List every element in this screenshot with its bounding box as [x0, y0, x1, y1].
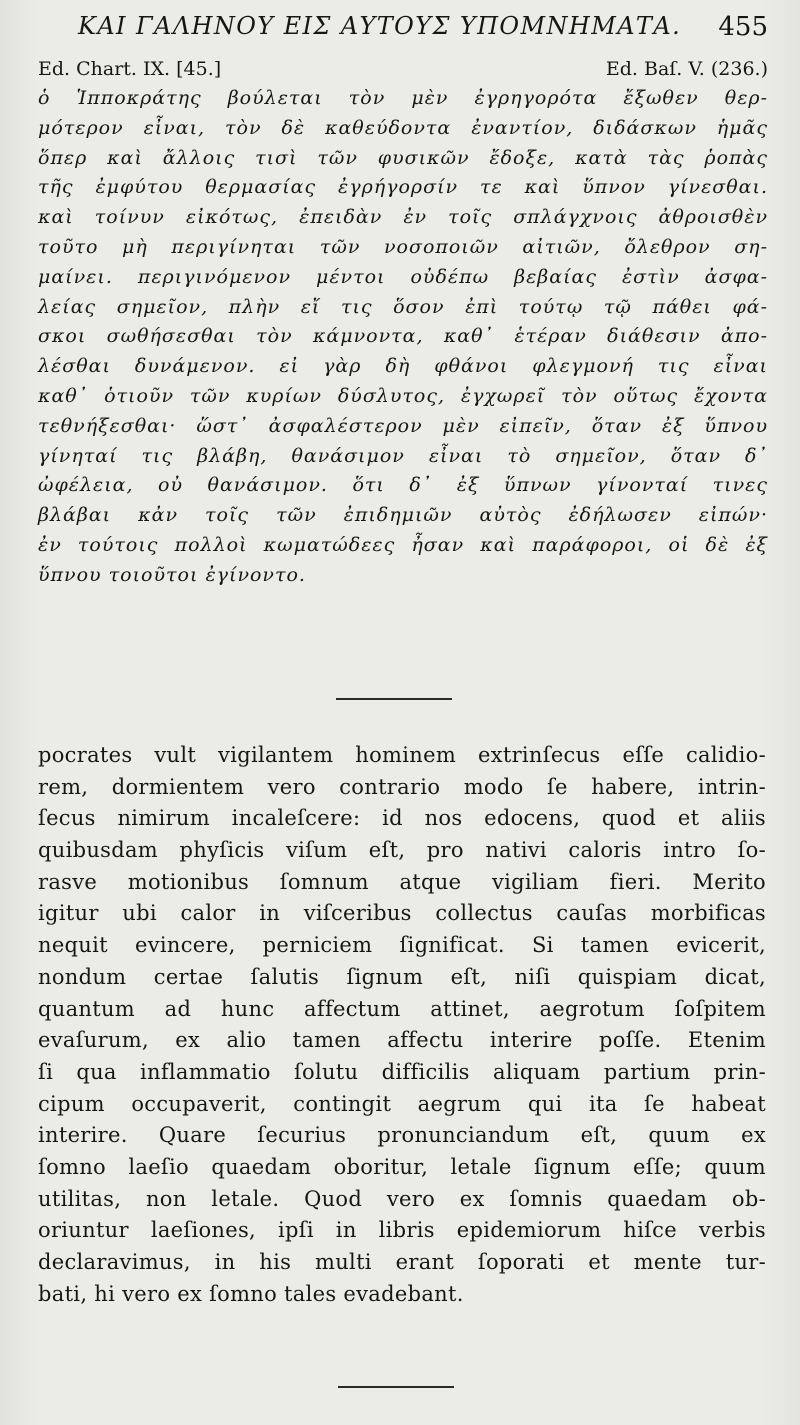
- latin-line: oriuntur laeſiones, ipſi in libris epidemiorum hiſce verbis: [38, 1218, 766, 1243]
- greek-line: ὠφέλεια, οὐ θανάσιμον. ὅτι δ᾽ ἐξ ὕπνων γίνονταί τινες: [38, 474, 768, 497]
- latin-line: ſecus nimirum incaleſcere: id nos edocens, quod et aliis: [38, 806, 766, 831]
- greek-line: τῆς ἐμφύτου θερμασίας ἐγρήγορσίν τε καὶ ὕπνον γίνεσθαι.: [38, 176, 768, 199]
- latin-line: quantum ad hunc affectum attinet, aegrotum ſoſpitem: [38, 996, 766, 1021]
- greek-line: μότερον εἶναι, τὸν δὲ καθεύδοντα ἐναντίον, διδάσκων ἡμᾶς: [38, 116, 768, 139]
- running-head: [38, 10, 768, 46]
- greek-text-block: [38, 84, 768, 591]
- greek-line: τεθνήξεσθαι· ὥστ᾽ ἀσφαλέστερον μὲν εἰπεῖν, ὅταν ἐξ ὕπνου: [38, 414, 768, 437]
- latin-line: declaravimus, in his multi erant ſoporati et mente tur-: [38, 1250, 766, 1274]
- greek-line: ὕπνου τοιοῦτοι ἐγίνοντο.: [38, 563, 306, 586]
- greek-line: σκοι σωθήσεσθαι τὸν κάμνοντα, καθ᾽ ἑτέραν διάθεσιν ἀπο-: [38, 325, 768, 348]
- greek-line: καὶ τοίνυν εἰκότως, ἐπειδὰν ἐν τοῖς σπλάγχνοις ἀθροισθὲν: [38, 206, 768, 229]
- latin-line: ſomno laeſio quaedam oboritur, letale ſignum eſſe; quum: [38, 1154, 766, 1179]
- latin-line: cipum occupaverit, contingit aegrum qui ita ſe habeat: [38, 1091, 766, 1116]
- greek-line: καθ᾽ ὁτιοῦν τῶν κυρίων δύσλυτος, ἐγχωρεῖ τὸν οὕτως ἔχοντα: [38, 384, 768, 407]
- latin-line: ſi qua inflammatio ſolutu difficilis aliquam partium prin-: [38, 1059, 766, 1084]
- edition-reference-basel: Ed. Baſ. V. (236.): [605, 58, 768, 80]
- greek-line: λείας σημεῖον, πλὴν εἴ τις ὅσον ἐπὶ τούτῳ τῷ πάθει φά-: [38, 295, 768, 318]
- greek-line: ὁ Ἱπποκράτης βούλεται τὸν μὲν ἐγρηγορότα ἔξωθεν θερ-: [38, 87, 768, 109]
- edition-reference-line: [38, 58, 768, 84]
- greek-line: γίνηταί τις βλάβη, θανάσιμον εἶναι τὸ σημεῖον, ὅταν δ᾽: [38, 444, 768, 467]
- greek-line: βλάβαι κἀν τοῖς τῶν ἐπιδημιῶν αὐτὸς ἐδήλωσεν εἰπών·: [38, 504, 768, 527]
- section-divider-rule: [336, 698, 452, 700]
- latin-line: interire. Quare ſecurius pronunciandum eſt, quum ex: [38, 1123, 766, 1148]
- latin-line: nequit evincere, perniciem ſignificat. Si tamen evicerit,: [38, 933, 766, 958]
- greek-line: τοῦτο μὴ περιγίνηται τῶν νοσοποιῶν αἰτιῶν, ὄλεθρον ση-: [38, 235, 768, 258]
- greek-line: ὅπερ καὶ ἄλλοις τισὶ τῶν φυσικῶν ἔδοξε, κατὰ τὰς ῥοπὰς: [38, 146, 768, 169]
- edition-reference-chartier: Ed. Chart. IX. [45.]: [38, 58, 222, 80]
- latin-line: rem, dormientem vero contrario modo ſe habere, intrin-: [38, 774, 766, 799]
- latin-line: evaſurum, ex alio tamen affectu interire poſſe. Etenim: [38, 1028, 766, 1053]
- running-title: ΚΑΙ ΓΑΛΗΝΟΥ ΕΙΣ ΑΥΤΟΥΣ ΥΠΟΜΝΗΜΑΤΑ.: [78, 12, 682, 40]
- latin-line: rasve motionibus ſomnum atque vigiliam fieri. Merito: [38, 869, 766, 894]
- greek-line: ἐν τούτοις πολλοὶ κωματώδεες ἦσαν καὶ παράφοροι, οἱ δὲ ἐξ: [38, 533, 768, 556]
- latin-text-block: [38, 740, 766, 1310]
- latin-line: bati, hi vero ex ſomno tales evadebant.: [38, 1281, 464, 1306]
- latin-line: igitur ubi calor in viſceribus collectus cauſas morbificas: [38, 901, 766, 926]
- page-number: 455: [718, 12, 768, 42]
- end-divider-rule: [338, 1386, 454, 1388]
- latin-line: quibusdam phyſicis viſum eſt, pro nativi caloris intro ſo-: [38, 838, 766, 863]
- latin-line: nondum certae ſalutis ſignum eſt, niſi quispiam dicat,: [38, 964, 766, 989]
- greek-line: λέσθαι δυνάμενον. εἰ γὰρ δὴ φθάνοι φλεγμονή τις εἶναι: [38, 355, 768, 378]
- greek-line: μαίνει. περιγινόμενον μέντοι οὐδέπω βεβαίας ἐστὶν ἀσφα-: [38, 265, 768, 288]
- latin-line: pocrates vult vigilantem hominem extrinſecus eſſe calidio-: [38, 743, 766, 767]
- latin-line: utilitas, non letale. Quod vero ex ſomnis quaedam ob-: [38, 1186, 766, 1211]
